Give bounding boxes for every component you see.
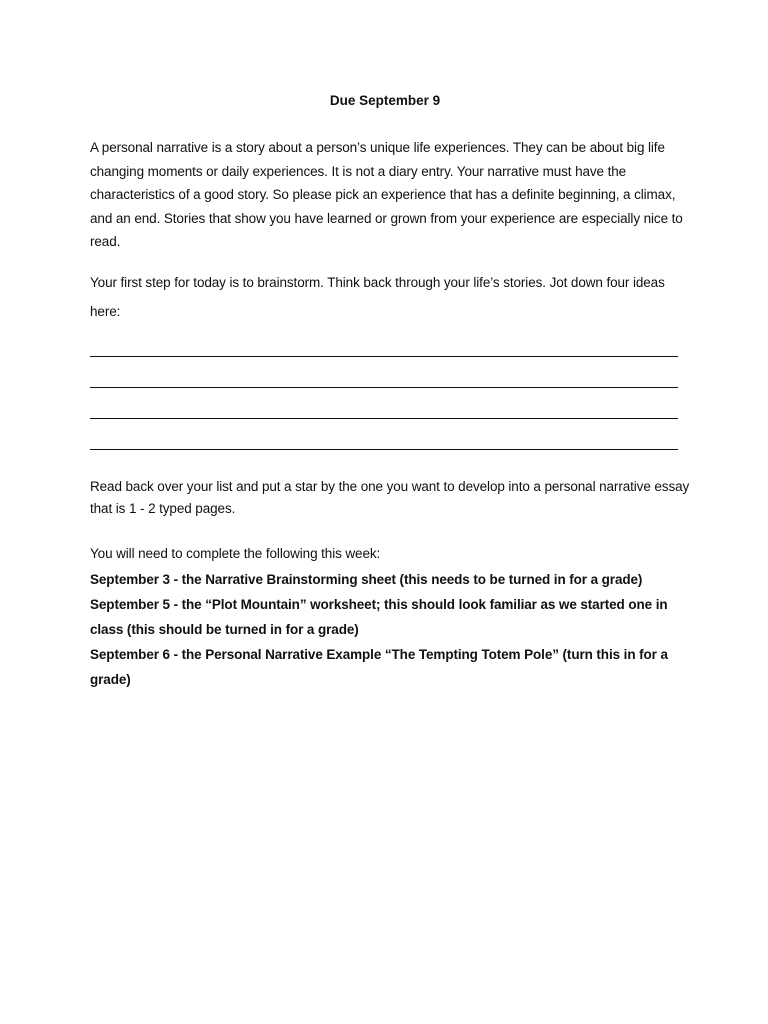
idea-line-4 [90, 425, 678, 456]
brainstorm-paragraph: Your first step for today is to brainstorm. Think back through your life’s stories. Jot down four ideas here: [90, 275, 665, 319]
task-item: September 3 - the Narrative Brainstorming sheet (this needs to be turned in for a grade) [90, 572, 643, 587]
intro-paragraph: A personal narrative is a story about a person’s unique life experiences. They can be about big life changing moments or daily experiences. It is not a diary entry. Your narrative must have the characteristics of a good story. So please pick an experience that has a definite beginning, a climax, and an end. Stories that show you have learned or grown from your experience are especially nice to read. [90, 140, 683, 250]
idea-line-1 [90, 332, 678, 363]
task-item: September 5 - the “Plot Mountain” worksheet; this should look familiar as we started one in class (this should be turned in for a grade) [90, 597, 668, 637]
idea-line-2 [90, 363, 678, 394]
idea-line-3 [90, 394, 678, 425]
idea-lines [90, 332, 678, 456]
readback-paragraph: Read back over your list and put a star by the one you want to develop into a personal narrative essay that is 1 - 2 typed pages. [90, 479, 690, 516]
weekly-tasks-intro: You will need to complete the following this week: [90, 546, 381, 561]
weekly-task-list [90, 567, 690, 692]
document-title: Due September 9 [329, 93, 441, 108]
task-item: September 6 - the Personal Narrative Example “The Tempting Totem Pole” (turn this in for a grade) [90, 647, 668, 687]
